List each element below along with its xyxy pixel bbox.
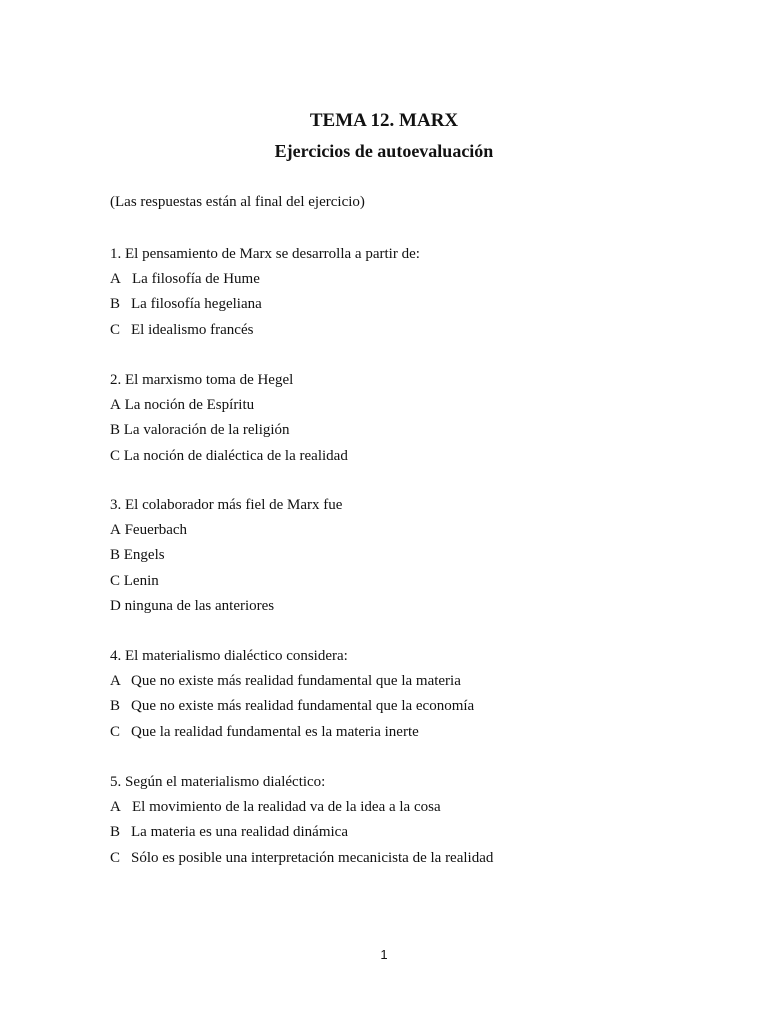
question-option: [110, 594, 670, 619]
answers-note: (Las respuestas están al final del ejercicio): [110, 194, 365, 210]
question-option: [110, 292, 670, 317]
option-letter: D: [110, 597, 121, 614]
question-text: 2. El marxismo toma de Hegel: [110, 372, 294, 388]
option-text: ninguna de las anteriores: [124, 597, 275, 614]
question-option: [110, 669, 670, 694]
option-text: Lenin: [123, 572, 159, 589]
option-text: El idealismo francés: [131, 321, 254, 338]
question-option: [110, 846, 670, 871]
document-title: TEMA 12. MARX: [309, 110, 459, 131]
question-option: [110, 720, 670, 745]
page-number: 1: [380, 947, 388, 962]
option-text: Feuerbach: [124, 522, 188, 539]
option-letter: C: [110, 572, 121, 589]
option-letter: B: [110, 422, 121, 439]
option-letter: A: [110, 799, 121, 816]
option-letter: C: [110, 321, 121, 338]
option-text: Engels: [123, 547, 165, 564]
question-1: [110, 242, 670, 343]
question-option: [110, 318, 670, 343]
option-letter: B: [110, 547, 121, 564]
question-option: [110, 569, 670, 594]
option-letter: A: [110, 397, 121, 414]
question-option: [110, 518, 670, 543]
option-text: Sólo es posible una interpretación mecanicista de la realidad: [131, 849, 494, 866]
option-letter: C: [110, 447, 121, 464]
question-2: [110, 368, 670, 469]
question-text: 4. El materialismo dialéctico considera:: [110, 648, 348, 664]
document-subtitle: Ejercicios de autoevaluación: [274, 141, 494, 161]
option-text: La materia es una realidad dinámica: [131, 824, 348, 841]
question-5: [110, 770, 670, 871]
question-3: [110, 493, 670, 619]
question-text: 3. El colaborador más fiel de Marx fue: [110, 497, 343, 513]
option-letter: B: [110, 824, 121, 841]
option-text: Que no existe más realidad fundamental que la economía: [131, 698, 475, 715]
option-text: Que la realidad fundamental es la materia inerte: [131, 723, 419, 740]
option-letter: B: [110, 296, 121, 313]
question-option: [110, 393, 670, 418]
question-text: 5. Según el materialismo dialéctico:: [110, 774, 326, 790]
question-option: [110, 694, 670, 719]
question-option: [110, 267, 670, 292]
option-letter: A: [110, 522, 121, 539]
option-text: La noción de Espíritu: [124, 397, 255, 414]
question-option: [110, 418, 670, 443]
option-text: La filosofía hegeliana: [131, 296, 262, 313]
option-text: La noción de dialéctica de la realidad: [123, 447, 348, 464]
option-letter: C: [110, 723, 121, 740]
option-letter: A: [110, 271, 121, 288]
option-text: El movimiento de la realidad va de la idea a la cosa: [132, 799, 441, 816]
option-text: La valoración de la religión: [123, 422, 290, 439]
option-text: La filosofía de Hume: [132, 271, 260, 288]
option-text: Que no existe más realidad fundamental que la materia: [131, 673, 461, 690]
question-4: [110, 644, 670, 745]
option-letter: A: [110, 673, 121, 690]
option-letter: C: [110, 849, 121, 866]
question-option: [110, 543, 670, 568]
question-option: [110, 795, 670, 820]
question-text: 1. El pensamiento de Marx se desarrolla a partir de:: [110, 246, 420, 262]
question-option: [110, 820, 670, 845]
question-option: [110, 444, 670, 469]
option-letter: B: [110, 698, 121, 715]
